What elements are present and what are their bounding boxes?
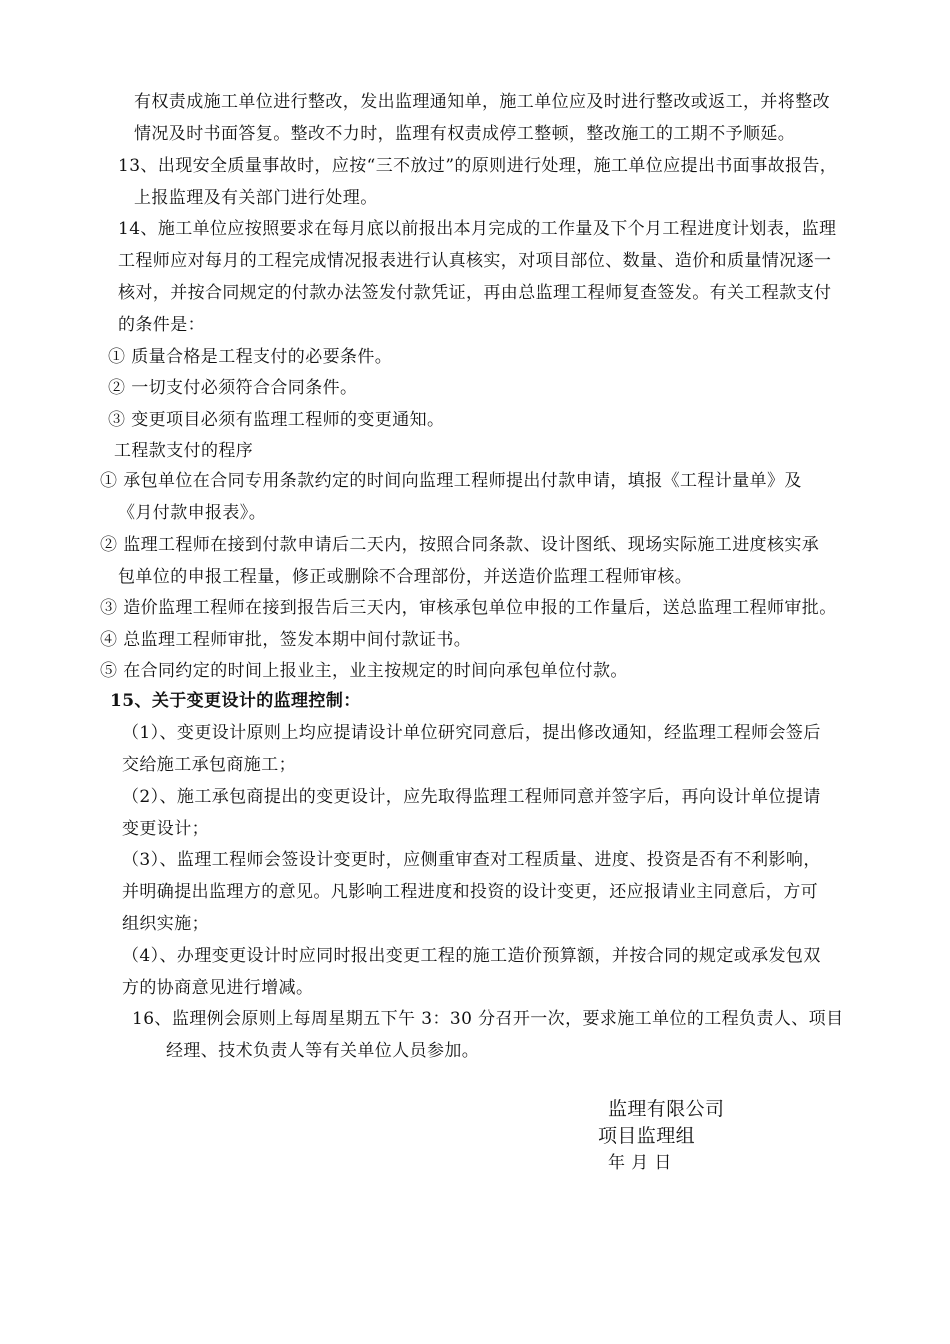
text-line: 13、出现安全质量事故时，应按“三不放过”的原则进行处理，施工单位应提出书面事故报告， bbox=[118, 156, 838, 176]
signature-date: 年 月 日 bbox=[608, 1153, 672, 1173]
text-line: 《月付款申报表》。 bbox=[118, 503, 267, 523]
text-line: 经理、技术负责人等有关单位人员参加。 bbox=[166, 1041, 480, 1061]
list-item: ④ 总监理工程师审批，签发本期中间付款证书。 bbox=[100, 630, 472, 650]
text-line: 变更设计； bbox=[122, 819, 209, 839]
list-item: ① 承包单位在合同专用条款约定的时间向监理工程师提出付款申请，填报《工程计量单》及 bbox=[100, 471, 802, 491]
text-line: 14、施工单位应按照要求在每月底以前报出本月完成的工作量及下个月工程进度计划表，监理 bbox=[118, 219, 837, 239]
text-line: 16、监理例会原则上每周星期五下午 3：30 分召开一次，要求施工单位的工程负责人、项目 bbox=[132, 1009, 844, 1029]
text-line: 组织实施； bbox=[122, 914, 209, 934]
text-line: （1）、变更设计原则上均应提请设计单位研究同意后，提出修改通知，经监理工程师会签后 bbox=[122, 723, 821, 743]
text-line: 的条件是： bbox=[118, 315, 205, 335]
text-line: 上报监理及有关部门进行处理。 bbox=[134, 188, 378, 208]
text-line: 核对，并按合同规定的付款办法签发付款凭证，再由总监理工程师复查签发。有关工程款支付 bbox=[118, 283, 832, 303]
signature-company: 监理有限公司 bbox=[608, 1098, 725, 1120]
list-item: ⑤ 在合同约定的时间上报业主，业主按规定的时间向承包单位付款。 bbox=[100, 661, 628, 681]
text-line: 包单位的申报工程量，修正或删除不合理部份，并送造价监理工程师审核。 bbox=[118, 567, 693, 587]
text-line: 方的协商意见进行增减。 bbox=[122, 978, 314, 998]
subheading: 工程款支付的程序 bbox=[114, 441, 254, 461]
list-item: ③ 变更项目必须有监理工程师的变更通知。 bbox=[108, 410, 445, 430]
text-line: 工程师应对每月的工程完成情况报表进行认真核实，对项目部位、数量、造价和质量情况逐一 bbox=[118, 251, 832, 271]
text-line: 有权责成施工单位进行整改，发出监理通知单，施工单位应及时进行整改或返工，并将整改 bbox=[134, 92, 830, 112]
text-line: （4）、办理变更设计时应同时报出变更工程的施工造价预算额，并按合同的规定或承发包双 bbox=[122, 946, 821, 966]
section-heading: 15、关于变更设计的监理控制： bbox=[110, 691, 361, 711]
text-line: （2）、施工承包商提出的变更设计，应先取得监理工程师同意并签字后，再向设计单位提请 bbox=[122, 787, 821, 807]
list-item: ① 质量合格是工程支付的必要条件。 bbox=[108, 347, 393, 367]
list-item: ② 监理工程师在接到付款申请后二天内，按照合同条款、设计图纸、现场实际施工进度核实承 bbox=[100, 535, 820, 555]
text-line: 情况及时书面答复。整改不力时，监理有权责成停工整顿，整改施工的工期不予顺延。 bbox=[134, 124, 796, 144]
text-line: 交给施工承包商施工； bbox=[122, 755, 296, 775]
text-line: （3）、监理工程师会签设计变更时，应侧重审查对工程质量、进度、投资是否有不利影响， bbox=[122, 850, 821, 870]
list-item: ② 一切支付必须符合合同条件。 bbox=[108, 378, 358, 398]
list-item: ③ 造价监理工程师在接到报告后三天内，审核承包单位申报的工作量后，送总监理工程师审批。 bbox=[100, 598, 837, 618]
signature-group: 项目监理组 bbox=[598, 1125, 696, 1147]
text-line: 并明确提出监理方的意见。凡影响工程进度和投资的设计变更，还应报请业主同意后，方可 bbox=[122, 882, 818, 902]
